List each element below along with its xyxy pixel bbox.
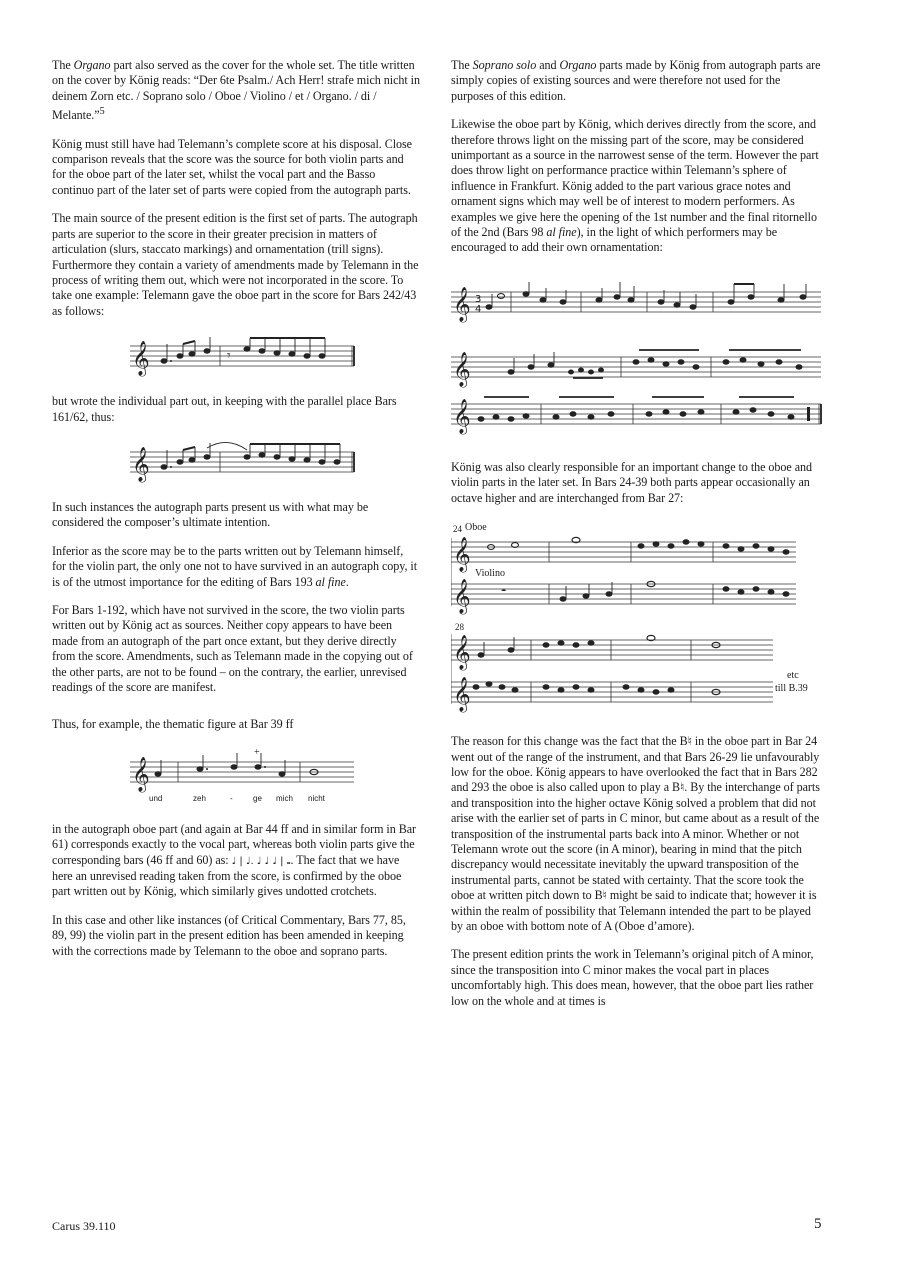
- svg-text:𝄞: 𝄞: [453, 398, 471, 434]
- paragraph: In this case and other like instances (of Critical Commentary, Bars 77, 85, 89, 99) the violin part in the present edition has been amended in keeping with the corrections made by Telemann to the oboe and soprano parts.: [52, 912, 406, 958]
- svg-text:4: 4: [475, 303, 482, 315]
- music-example-ornamented-oboe: [451, 272, 823, 440]
- svg-text:𝄞: 𝄞: [453, 579, 471, 615]
- lyric: und: [149, 793, 163, 803]
- svg-text:𝄞: 𝄞: [132, 446, 150, 482]
- svg-text:𝄞: 𝄞: [132, 756, 150, 792]
- text: part also served as the cover for the whole set. The title written on the cover by König reads: “Der 6te Psalm./ Ach Herr! strafe mich nicht in deinem Zorn etc. / Soprano solo / Oboe / Violino / et / Organo. / di / Melante.”: [52, 58, 420, 123]
- bar-number: 28: [455, 622, 464, 633]
- paragraph: For Bars 1-192, which have not survived in the score, the two violin parts written out by König act as sources. Neither copy appears to have been made from an autograph of the part once extant, but they derive directly from the score. Amendments, such as Telemann made in the copying out of the other parts, are not to be found – on the contrary, the earlier, unrevised readings of the score are manifest.: [52, 602, 413, 694]
- music-example-part-version: [52, 438, 420, 486]
- text: Likewise the oboe part by König, which derives directly from the score, and therefore throws light on the missing part of the score, may be considered unimportant as a source in the narrowest sense of the term. However the part does throw light on performance practice within Telemann’s sphere of influence in Frankfurt. König added to the part various grace notes and ornament signs which may well be of interest to modern performers. As examples we give here the opening of the 1st number and the final ritornello of the 2nd (Bars 98: [451, 117, 819, 240]
- text: The: [52, 58, 74, 72]
- italic-text: Soprano solo: [472, 58, 537, 72]
- paragraph: The main source of the present edition is the first set of parts. The autograph parts are superior to the score in their greater precision in matters of articulation (slurs, staccato markings) and ornamentation (trill signs). Furthermore they contain a variety of amendments made by Telemann in the process of writing them out, which were not incorporated in the score. To take one example: Telemann gave the oboe part in the score for Bars 242/43 as follows:: [52, 211, 419, 318]
- footnote-ref: 5: [99, 106, 105, 118]
- catalog-number: Carus 39.110: [52, 1219, 116, 1233]
- music-example-bar-39: [52, 746, 420, 808]
- paragraph: [451, 117, 823, 256]
- svg-text:𝄞: 𝄞: [453, 351, 471, 387]
- music-example-bars-24-39: [451, 524, 823, 720]
- text: Inferior as the score may be to the parts written out by Telemann himself, for the violin part, the only one not to have survived in an autograph copy, it is of the utmost importance for the editing of Bars 193: [52, 543, 418, 589]
- svg-text:𝄞: 𝄞: [453, 635, 471, 671]
- lyric: ge: [253, 793, 262, 803]
- paragraph: [52, 822, 420, 900]
- text: . The fact that we have here an unrevised reading taken from the score, is confirmed by the oboe part written out by König, which similarly gives undotted crotchets.: [52, 852, 402, 899]
- svg-text:𝄞: 𝄞: [453, 537, 471, 573]
- lyric: -: [230, 793, 233, 803]
- lyric: nicht: [308, 793, 325, 803]
- lyric: zeh: [193, 793, 206, 803]
- left-column: [52, 58, 420, 972]
- right-column: [451, 58, 823, 1022]
- italic-text: al fine: [315, 574, 346, 589]
- text: The: [451, 58, 473, 72]
- svg-text:𝄼: 𝄼: [501, 585, 507, 601]
- paragraph: König must still have had Telemann’s complete score at his disposal. Close comparison reveals that the score was the source for both violin parts and for the oboe part of the later set, whilst the vocal part and the Basso continuo part of the later set of parts were copied from the autograph parts.: [52, 136, 412, 197]
- paragraph: Thus, for example, the thematic figure at Bar 39 ff: [52, 717, 294, 732]
- italic-text: Organo: [559, 58, 597, 72]
- bar-number: 24: [453, 524, 462, 535]
- paragraph: The reason for this change was the fact that the B♮ in the oboe part in Bar 24 went out of the range of the instrument, and that Bars 26-29 lie unfavourably low for the oboe. König appears to have overlooked the fact that in Bars 282 and 293 the oboe is also called upon to play a B♮. By the interchange of parts and transposition into the higher octave König solved a problem that did not arise with the earlier set of parts in C minor, but came about as a result of the transposition of the instrumental parts back into A minor. Whether or not Telemann wrote out the score (in A minor), bearing in mind that the pitch discrepancy would necessitate inevitably the upward transposition of the instrumental parts, cannot be stated with certainty. That the score took the oboe at written pitch down to B♮ might be said to indicate that; however it is within the realm of possibility that Telemann intended the part to be played by an oboe with bottom note of A (Oboe d’amore).: [451, 734, 820, 933]
- annotation: etc: [787, 670, 799, 682]
- italic-text: Organo: [73, 58, 111, 72]
- text: and: [536, 58, 560, 72]
- page-number: 5: [814, 1216, 822, 1232]
- svg-text:3: 3: [475, 293, 482, 305]
- paragraph: [52, 58, 420, 124]
- text: parts made by König from autograph parts are simply copies of existing sources and were therefore not used for the purposes of this edition.: [451, 58, 821, 103]
- music-example-score-version: [52, 332, 420, 380]
- lyric: mich: [276, 793, 293, 803]
- paragraph: but wrote the individual part out, in keeping with the parallel place Bars 161/62, thus:: [52, 394, 397, 424]
- rhythm-notation: ♩ | ♩. ♩ ♩ ♩ | 𝅝: [231, 855, 291, 867]
- instrument-label: Oboe: [465, 522, 487, 534]
- svg-text:𝄞: 𝄞: [132, 341, 150, 377]
- svg-text:+: +: [254, 746, 260, 758]
- text: .: [345, 574, 349, 589]
- paragraph: [451, 58, 823, 104]
- paragraph: The present edition prints the work in Telemann’s original pitch of A minor, since the transposition into C minor makes the vocal part in places uncomfortably high. This does mean, however, that the oboe part lies rather low on the whole and at times is: [451, 947, 814, 1008]
- annotation: till B.39: [775, 683, 808, 695]
- italic-text: al fine: [546, 225, 577, 240]
- paragraph: [52, 544, 420, 590]
- text: in the autograph oboe part (and again at Bar 44 ff and in similar form in Bar 61) corresponds exactly to the vocal part, whereas both violin parts give the corresponding bars (46 ff and 60) as:: [52, 821, 417, 867]
- instrument-label: Violino: [475, 568, 505, 580]
- svg-text:𝄾: 𝄾: [227, 349, 231, 365]
- paragraph: In such instances the autograph parts present us with what may be considered the composer’s ultimate intention.: [52, 499, 369, 530]
- paragraph: König was also clearly responsible for an important change to the oboe and violin parts in the later set. In Bars 24-39 both parts appear occasionally an octave higher and are interchanged from Bar 27:: [451, 459, 813, 505]
- text: ), in the light of which performers may be encouraged to add their own ornamentation:: [451, 225, 778, 255]
- svg-text:𝄞: 𝄞: [453, 286, 471, 322]
- svg-text:𝄞: 𝄞: [453, 677, 471, 713]
